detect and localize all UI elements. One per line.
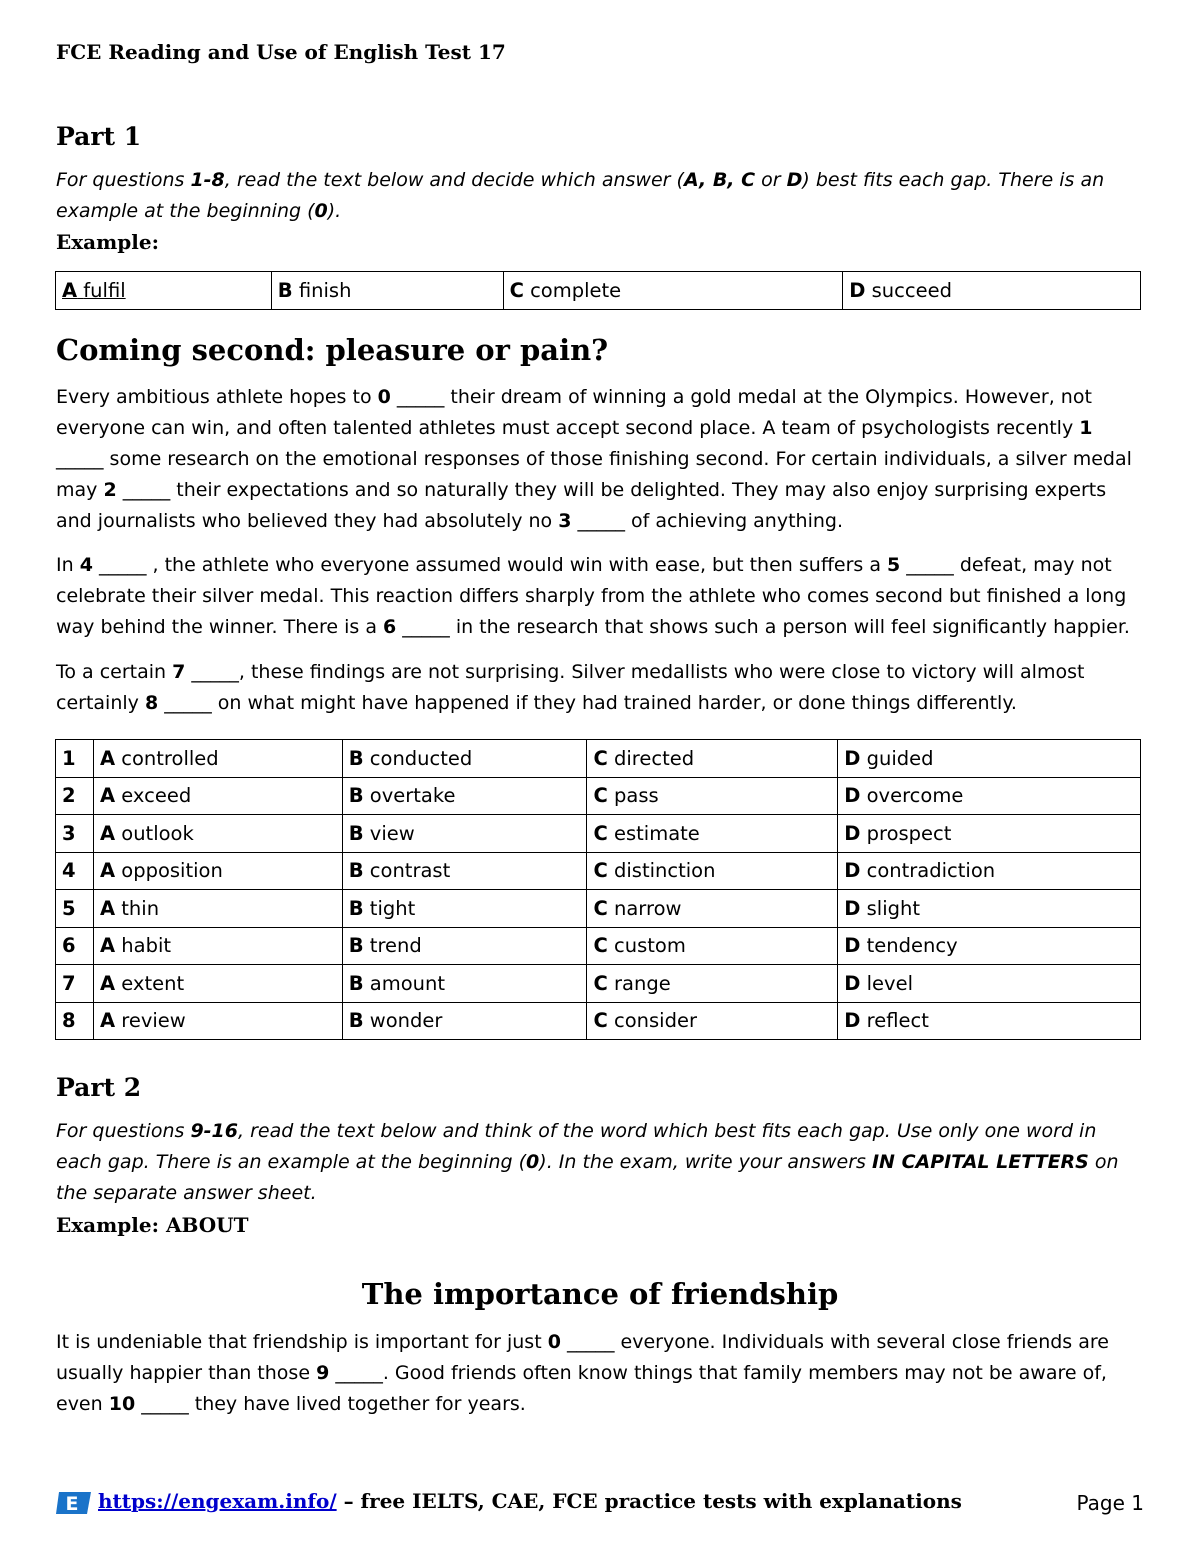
option-a: A review	[93, 1002, 342, 1040]
part-1-paragraph-2: In 4 _____ , the athlete who everyone assumed would win with ease, but then suffers a 5 _____ defeat, may not celebrate their silver medal. This reaction differs sharply from the athlete who comes second but finished a long way behind the winner. There is a 6 _____ in the research that shows such a person will feel significantly happier.	[56, 554, 1130, 638]
option-b: B wonder	[342, 1002, 587, 1040]
part-1-paragraph-3: To a certain 7 _____, these findings are not surprising. Silver medallists who were close to victory will almost certainly 8 _____ on what might have happened if they had trained harder, or done things differently.	[56, 661, 1085, 714]
option-row-6	[56, 927, 1141, 965]
option-c: C custom	[587, 927, 838, 965]
option-b: B conducted	[342, 740, 587, 778]
example-options-table	[55, 271, 1141, 310]
option-b: B amount	[342, 965, 587, 1003]
part-2-paragraph-1: It is undeniable that friendship is important for just 0 _____ everyone. Individuals with several close friends are usually happier than those 9 _____. Good friends often know things that family members may not be aware of, even 10 _____ they have lived together for years.	[56, 1331, 1109, 1415]
example-row	[56, 272, 1141, 310]
option-c: C distinction	[587, 852, 838, 890]
option-c: C narrow	[587, 890, 838, 928]
option-row-7	[56, 965, 1141, 1003]
question-number: 1	[56, 740, 94, 778]
option-c: C range	[587, 965, 838, 1003]
option-row-5	[56, 890, 1141, 928]
option-c: C estimate	[587, 815, 838, 853]
question-number: 5	[56, 890, 94, 928]
option-d: D level	[838, 965, 1141, 1003]
question-number: 8	[56, 1002, 94, 1040]
option-c: C pass	[587, 777, 838, 815]
example-option-c: C complete	[503, 272, 843, 310]
option-d: D slight	[838, 890, 1141, 928]
option-c: C directed	[587, 740, 838, 778]
option-a: A outlook	[93, 815, 342, 853]
svg-text:E: E	[65, 1493, 79, 1515]
example-option-a: A fulfil	[56, 272, 272, 310]
option-a: A controlled	[93, 740, 342, 778]
engexam-link[interactable]: https://engexam.info/	[98, 1489, 337, 1513]
option-b: B overtake	[342, 777, 587, 815]
page-number: Page 1	[1076, 1491, 1144, 1515]
part-2-example: Example: ABOUT	[56, 1213, 249, 1237]
part-1-heading: Part 1	[56, 122, 142, 151]
option-a: A thin	[93, 890, 342, 928]
question-number: 2	[56, 777, 94, 815]
part-1-instructions: For questions 1-8, read the text below and decide which answer (A, B, C or D) best fits each gap. There is an example at the beginning (0).	[56, 169, 1105, 222]
footer-text	[98, 1489, 962, 1513]
part-1-text-title: Coming second: pleasure or pain?	[56, 333, 609, 367]
part-1-example-label: Example:	[56, 230, 159, 254]
example-option-b: B finish	[271, 272, 503, 310]
option-row-1	[56, 740, 1141, 778]
option-row-4	[56, 852, 1141, 890]
option-b: B tight	[342, 890, 587, 928]
part-1-paragraph-1: Every ambitious athlete hopes to 0 _____ their dream of winning a gold medal at the Olympics. However, not everyone can win, and often talented athletes must accept second place. A team of psychologists recently 1 _____ some research on the emotional responses of those finishing second. For certain individuals, a silver medal may 2 _____ their expectations and so naturally they will be delighted. They may also enjoy surprising experts and journalists who believed they had absolutely no 3 _____ of achieving anything.	[56, 386, 1132, 532]
example-option-d: D succeed	[843, 272, 1141, 310]
question-number: 3	[56, 815, 94, 853]
option-d: D contradiction	[838, 852, 1141, 890]
option-b: B contrast	[342, 852, 587, 890]
option-a: A opposition	[93, 852, 342, 890]
option-a: A exceed	[93, 777, 342, 815]
option-d: D guided	[838, 740, 1141, 778]
part-2-text-title: The importance of friendship	[361, 1277, 839, 1311]
footer-tagline: – free IELTS, CAE, FCE practice tests with explanations	[336, 1489, 962, 1513]
option-d: D tendency	[838, 927, 1141, 965]
option-a: A habit	[93, 927, 342, 965]
question-number: 4	[56, 852, 94, 890]
page-footer	[56, 1488, 1146, 1516]
option-row-8	[56, 1002, 1141, 1040]
part-2-instructions: For questions 9-16, read the text below and think of the word which best fits each gap. Use only one word in each gap. There is an example at the beginning (0). In the exam, write your answers IN CAPITAL LETTERS on the separate answer sheet.	[56, 1120, 1119, 1204]
document-header-title: FCE Reading and Use of English Test 17	[56, 40, 506, 64]
option-d: D prospect	[838, 815, 1141, 853]
option-c: C consider	[587, 1002, 838, 1040]
question-number: 6	[56, 927, 94, 965]
question-number: 7	[56, 965, 94, 1003]
part-1-options-table	[55, 739, 1141, 1040]
option-b: B view	[342, 815, 587, 853]
part-2-heading: Part 2	[56, 1073, 142, 1102]
option-a: A extent	[93, 965, 342, 1003]
option-b: B trend	[342, 927, 587, 965]
engexam-logo-icon	[56, 1490, 92, 1520]
option-d: D reflect	[838, 1002, 1141, 1040]
option-d: D overcome	[838, 777, 1141, 815]
option-row-2	[56, 777, 1141, 815]
option-row-3	[56, 815, 1141, 853]
